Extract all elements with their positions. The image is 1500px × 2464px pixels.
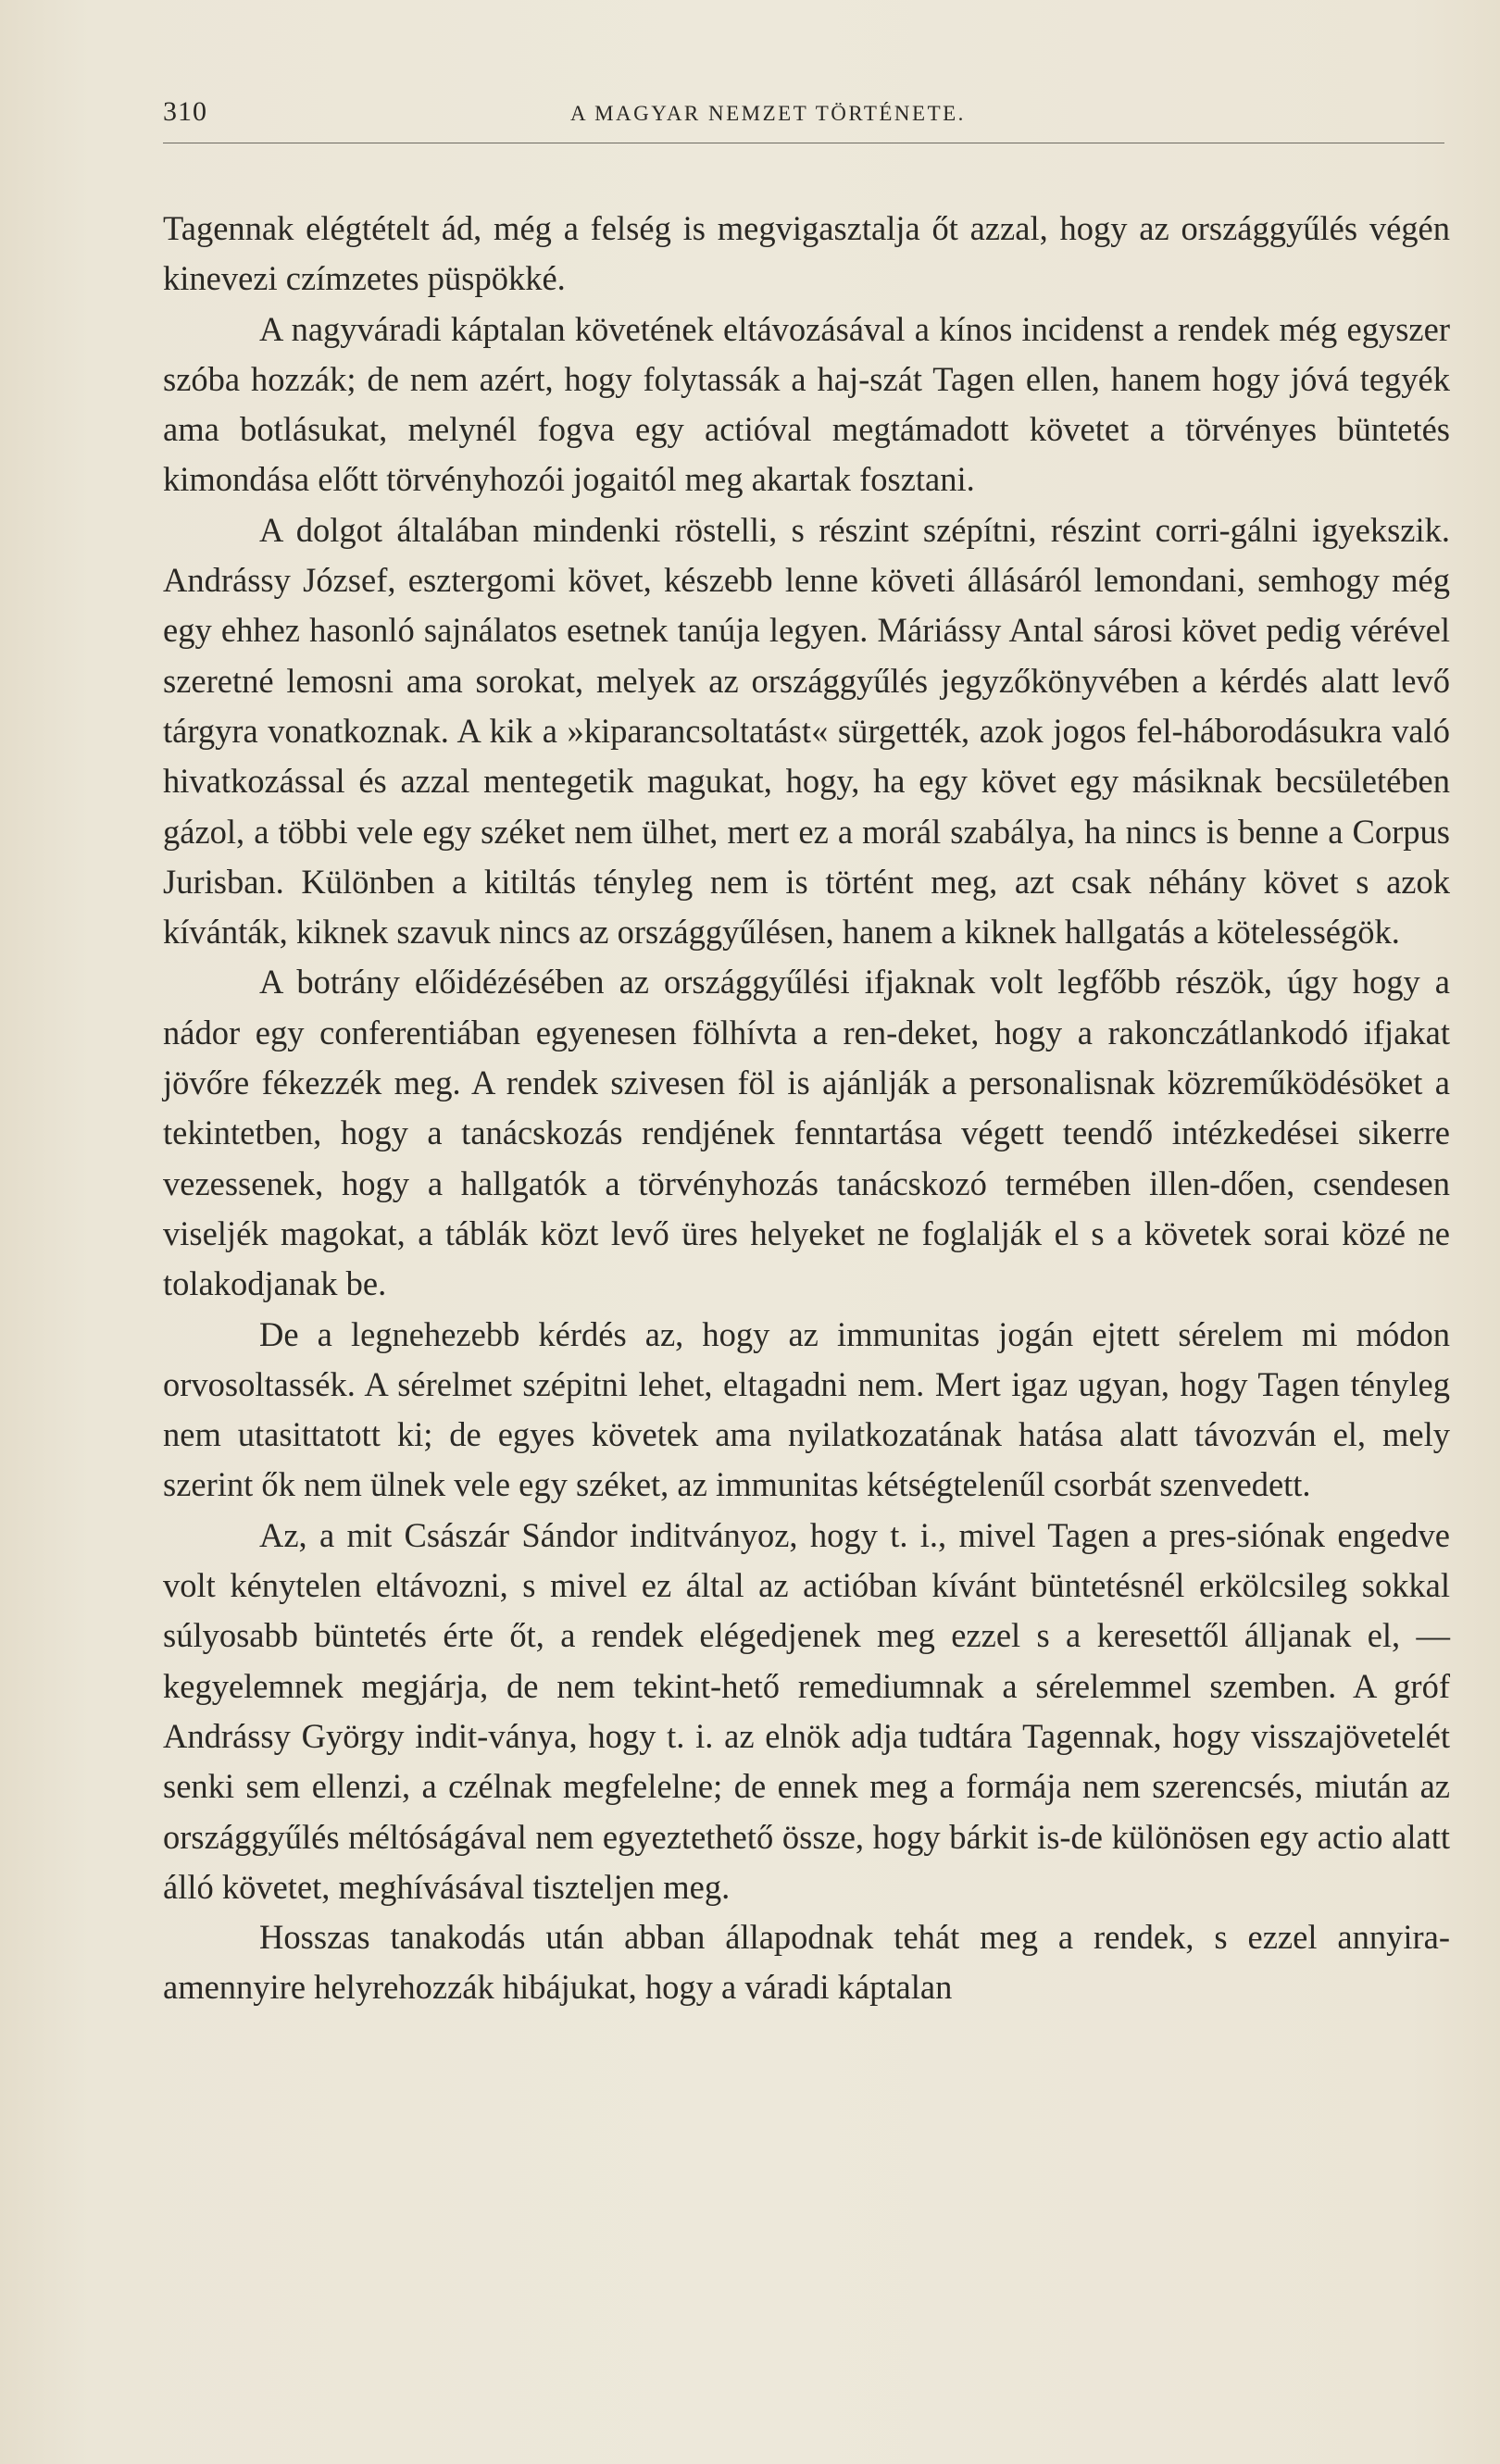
running-title: A MAGYAR NEMZET TÖRTÉNETE. <box>570 102 966 125</box>
paragraph: De a legnehezebb kérdés az, hogy az immunitas jogán ejtett sérelem mi módon orvosoltassék. A sérelmet szépitni lehet, eltagadni nem. Mert igaz ugyan, hogy Tagen tényleg nem utasittatott ki; de egyes követek ama nyilatkozatának hatása alatt távozván el, mely szerint ők nem ülnek vele egy széket, az immunitas kétségtelenűl csorbát szenvedett. <box>163 1314 1450 1504</box>
paragraph: Hosszas tanakodás után abban állapodnak tehát meg a rendek, s ezzel annyira-amennyire helyrehozzák hibájukat, hogy a váradi káptalan <box>163 1918 1450 2007</box>
paragraph: Tagennak elégtételt ád, még a felség is megvigasztalja őt azzal, hogy az országgyűlés végén kinevezi czímzetes püspökké. <box>163 209 1450 298</box>
paragraph: A nagyváradi káptalan követének eltávozásával a kínos incidenst a rendek még egyszer szóba hozzák; de nem azért, hogy folytassák a haj-szát Tagen ellen, hanem hogy jóvá tegyék ama botlásukat, melynél fogva egy actióval megtámadott követet a törvényes büntetés kimondása előtt törvényhozói jogaitól meg akartak fosztani. <box>163 309 1450 499</box>
paragraph: Az, a mit Császár Sándor inditványoz, hogy t. i., mivel Tagen a pres-siónak engedve volt kénytelen eltávozni, s mivel ez által az actióban kívánt büntetésnél erkölcsileg sokkal súlyosabb büntetés érte őt, a rendek elégedjenek meg ezzel s a keresettől álljanak el, — kegyelemnek megjárja, de nem tekint-hető remediumnak a sérelemmel szemben. A gróf Andrássy György indit-ványa, hogy t. i. az elnök adja tudtára Tagennak, hogy visszajövetelét senki sem ellenzi, a czélnak megfelelne; de ennek meg a formája nem szerencsés, miután az országgyűlés méltóságával nem egyeztethető össze, hogy bárkit is-de különösen egy actio alatt álló követet, meghívásával tiszteljen meg. <box>163 1515 1450 1906</box>
page-number: 310 <box>163 96 207 127</box>
body-text <box>163 204 1450 2013</box>
paragraph: A botrány előidézésében az országgyűlési ifjaknak volt legfőbb részök, úgy hogy a nádor egy conferentiában egyenesen fölhívta a ren-deket, hogy a rakonczátlankodó ifjakat jövőre fékezzék meg. A rendek szivesen föl is ajánlják a personalisnak közreműködésöket a tekintetben, hogy a tanácskozás rendjének fenntartása végett teendő intézkedései sikerre vezessenek, hogy a hallgatók a törvényhozás tanácskozó termében illen-dően, csendesen viseljék magokat, a táblák közt levő üres helyeket ne foglalják el s a követek sorai közé ne tolakodjanak be. <box>163 963 1450 1303</box>
page-header <box>163 96 1444 144</box>
paragraph: A dolgot általában mindenki röstelli, s részint szépítni, részint corri-gálni igyekszik. Andrássy József, esztergomi követ, készebb lenne követi állásáról lemondani, semhogy még egy ehhez hasonló sajnálatos esetnek tanúja legyen. Máriássy Antal sárosi követ pedig vérével szeretné lemosni ama sorokat, melyek az országgyűlés jegyzőkönyvében a kérdés alatt levő tárgyra vonatkoznak. A kik a »kiparancsoltatást« sürgették, azok jogos fel-háborodásukra való hivatkozással és azzal mentegetik magukat, hogy, ha egy követ egy másiknak becsületében gázol, a többi vele egy széket nem ülhet, mert ez a morál szabálya, ha nincs is benne a Corpus Jurisban. Különben a kitiltás tényleg nem is történt meg, azt csak néhány követ s azok kívánták, kiknek szavuk nincs az országgyűlésen, hanem a kiknek hallgatás a kötelességök. <box>163 510 1450 952</box>
